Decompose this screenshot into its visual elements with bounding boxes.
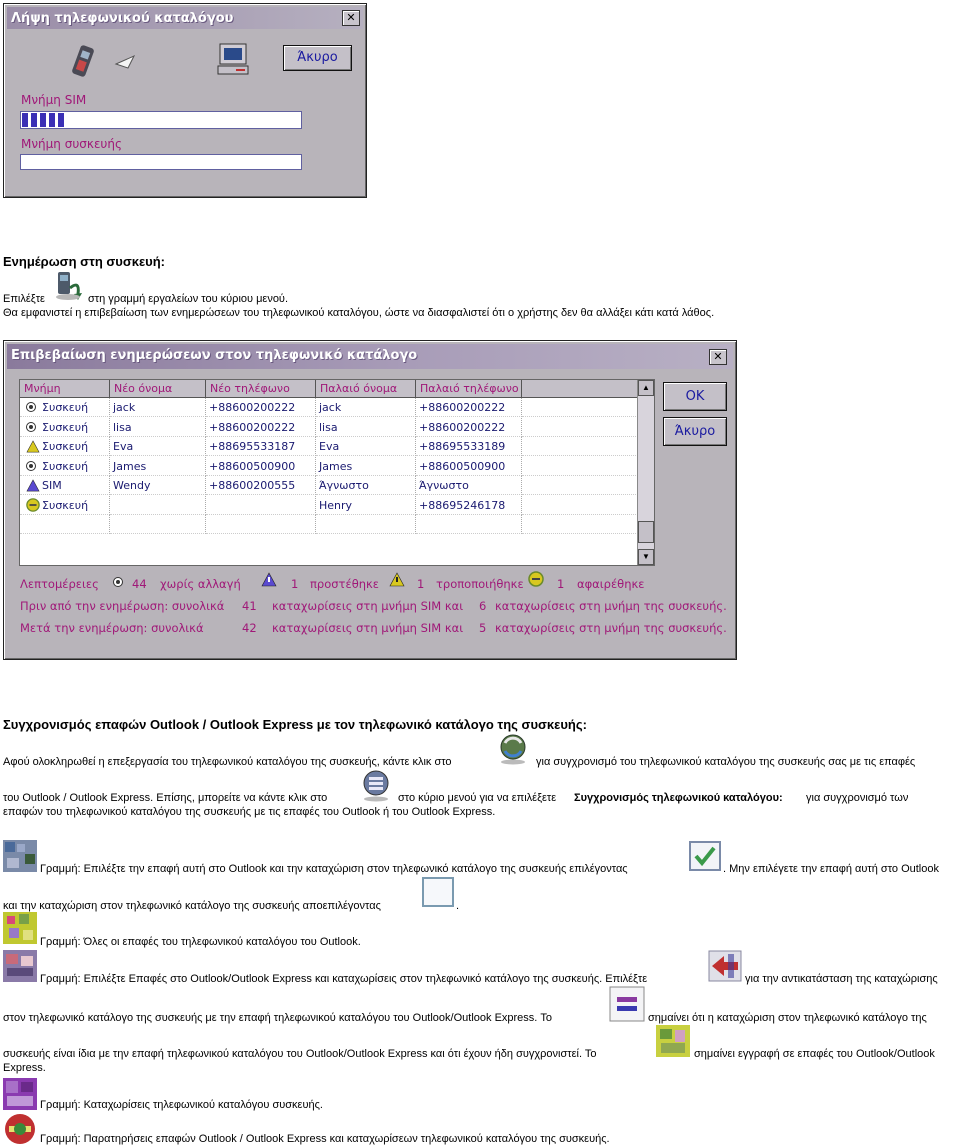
outlook-all-contacts-icon — [3, 912, 37, 944]
table-cell-old-phone: +88695533189 — [416, 437, 522, 456]
item3-text-c: στον τηλεφωνικό κατάλογο της συσκευής με την επαφή τηλεφωνικού καταλόγου του Outlook/Outlook Express. Το — [3, 1012, 553, 1024]
sim-progress-bar — [20, 111, 302, 129]
device-progress-bar — [20, 154, 302, 170]
table-cell-new-name: lisa — [110, 418, 206, 437]
sim-memory-label: Μνήμη SIM — [21, 93, 87, 107]
dialog-titlebar — [7, 344, 733, 369]
unchanged-radio-icon — [26, 402, 36, 412]
sync-p2-bold: Συγχρονισμός τηλεφωνικού καταλόγου: — [574, 792, 783, 804]
update-line1-before: Επιλέξτε — [3, 293, 45, 305]
equal-sign-icon — [609, 986, 645, 1022]
table-cell-empty — [416, 515, 522, 534]
unchanged-radio-icon — [26, 461, 36, 471]
scroll-thumb[interactable] — [638, 521, 654, 543]
new-record-icon — [655, 1024, 691, 1058]
item5-text: Γραμμή: Παρατηρήσεις επαφών Outlook / Outlook Express και καταχωρίσεων τηλεφωνικού καταλόγου της συσκευής. — [40, 1133, 610, 1145]
unchecked-checkbox-icon[interactable] — [421, 876, 455, 908]
table-cell-old-name: James — [316, 457, 416, 476]
item3-text-f: σημαίνει εγγραφή σε επαφές του Outlook/Outlook — [694, 1048, 935, 1060]
item3-text-e: συσκευής είναι ίδια με την επαφή τηλεφωνικού καταλόγου του Outlook/Outlook Express και ότι έχουν ήδη συγχρονιστεί. Το — [3, 1048, 597, 1060]
item1-text-a: Γραμμή: Επιλέξτε την επαφή αυτή στο Outlook και την καταχώριση στον τηλεφωνικό κατάλογο της συσκευής επιλέγοντας — [40, 863, 628, 875]
cell-memory: Συσκευή — [42, 420, 89, 434]
table-cell-empty — [522, 515, 638, 534]
device-memory-label: Μνήμη συσκευής — [21, 137, 123, 151]
table-cell-new-name: jack — [110, 398, 206, 417]
progress-block — [31, 113, 37, 127]
update-line1-after: στη γραμμή εργαλείων του κύριου μενού. — [88, 293, 289, 305]
replace-arrow-icon[interactable] — [708, 950, 742, 982]
table-cell-new-name: Wendy — [110, 476, 206, 495]
table-cell-new-name — [110, 496, 206, 515]
mobile-phone-icon — [66, 42, 100, 80]
column-header-old-phone[interactable]: Παλαιό τηλέφωνο — [416, 380, 522, 398]
table-cell-old-name: lisa — [316, 418, 416, 437]
table-cell-old-phone: Άγνωστο — [416, 476, 522, 495]
table-cell-empty — [206, 515, 316, 534]
phonebook-sync-menu-icon[interactable] — [360, 768, 392, 802]
column-header-empty — [522, 380, 638, 398]
dialog-title: Λήψη τηλεφωνικού καταλόγου — [11, 11, 234, 26]
scroll-down-arrow[interactable]: ▼ — [638, 549, 654, 565]
table-cell-new-name: James — [110, 457, 206, 476]
modified-count: 1 — [417, 577, 425, 591]
table-cell-old-name: Άγνωστο — [316, 476, 416, 495]
table-cell-memory — [20, 476, 110, 495]
ok-button[interactable]: OK — [663, 382, 727, 411]
deleted-circle-icon — [528, 571, 544, 587]
table-cell-empty — [522, 457, 638, 476]
item3-text-g: Express. — [3, 1062, 46, 1074]
outlook-contact-row-icon — [3, 840, 37, 872]
close-button[interactable]: ✕ — [709, 349, 727, 365]
dialog-title: Επιβεβαίωση ενημερώσεων στον τηλεφωνικό κατάλογο — [11, 348, 418, 363]
unchanged-radio-icon — [113, 577, 123, 587]
sync-p3: επαφών του τηλεφωνικού καταλόγου της συσκευής με τις επαφές του Outlook ή του Outlook Express. — [3, 806, 496, 818]
close-button[interactable]: ✕ — [342, 10, 360, 26]
checked-checkbox-icon[interactable] — [688, 840, 722, 872]
item1-text-c: και την καταχώριση στον τηλεφωνικό κατάλογο της συσκευής αποεπιλέγοντας — [3, 900, 381, 912]
table-cell-empty — [316, 515, 416, 534]
details-label: Λεπτομέρειες — [20, 577, 99, 591]
table-cell-memory — [20, 457, 110, 476]
update-device-toolbar-icon[interactable] — [52, 268, 86, 302]
sync-p2-after: για συγχρονισμό των — [806, 792, 909, 804]
cell-memory: Συσκευή — [42, 401, 89, 414]
table-cell-old-phone: +88695246178 — [416, 496, 522, 515]
before-update-label: Πριν από την ενημέρωση: συνολικά — [20, 599, 225, 613]
sync-p2-before: του Outlook / Outlook Express. Επίσης, μπορείτε να κάντε κλικ στο — [3, 792, 328, 804]
table-cell-empty — [110, 515, 206, 534]
table-cell-new-phone: +88600200222 — [206, 418, 316, 437]
sync-heading: Συγχρονισμός επαφών Outlook / Outlook Express με τον τηλεφωνικό κατάλογο της συσκευής: — [3, 717, 587, 732]
update-heading: Ενημέρωση στη συσκευή: — [3, 254, 165, 269]
table-cell-empty — [522, 437, 638, 456]
table-cell-memory — [20, 418, 110, 437]
remarks-row-icon — [3, 1112, 37, 1146]
sync-p1-before: Αφού ολοκληρωθεί η επεξεργασία του τηλεφωνικού καταλόγου της συσκευής, κάντε κλικ στο — [3, 756, 452, 768]
deleted-count: 1 — [557, 577, 565, 591]
scroll-up-arrow[interactable]: ▲ — [638, 380, 654, 396]
sync-toolbar-icon[interactable] — [497, 731, 529, 765]
progress-block — [49, 113, 55, 127]
deleted-text: αφαιρέθηκε — [577, 577, 645, 591]
vertical-scrollbar[interactable] — [637, 380, 654, 565]
sync-p1-after: για συγχρονισμό του τηλεφωνικού καταλόγου της συσκευής σας με τις επαφές — [536, 756, 916, 768]
after-device-count: 5 — [479, 621, 487, 635]
cell-memory: SIM — [42, 479, 62, 492]
modified-text: τροποποιήθηκε — [436, 577, 524, 591]
table-cell-old-name: jack — [316, 398, 416, 417]
after-device-text: καταχωρίσεις στη μνήμη της συσκευής. — [495, 621, 727, 635]
before-sim-text: καταχωρίσεις στη μνήμη SIM και — [272, 599, 464, 613]
table-cell-empty — [522, 418, 638, 437]
column-header-new-phone[interactable]: Νέο τηλέφωνο — [206, 380, 316, 398]
table-cell-new-phone: +88600200222 — [206, 398, 316, 417]
table-cell-empty — [20, 515, 110, 534]
added-count: 1 — [291, 577, 299, 591]
column-header-new-name[interactable]: Νέο όνομα — [110, 380, 206, 398]
device-entries-row-icon — [3, 1078, 37, 1110]
added-triangle-icon — [261, 572, 277, 587]
progress-block — [58, 113, 64, 127]
item1-text-b: . Μην επιλέγετε την επαφή αυτή στο Outlook — [723, 863, 939, 875]
item1-text-d: . — [456, 900, 460, 912]
table-cell-old-phone: +88600200222 — [416, 418, 522, 437]
cell-memory: Συσκευή — [42, 440, 89, 453]
table-cell-memory — [20, 496, 110, 515]
unchanged-radio-icon — [26, 422, 36, 432]
table-cell-new-phone — [206, 496, 316, 515]
table-cell-old-name: Eva — [316, 437, 416, 456]
table-cell-new-phone: +88600200555 — [206, 476, 316, 495]
unchanged-count: 44 — [132, 577, 147, 591]
table-cell-new-phone: +88600500900 — [206, 457, 316, 476]
computer-icon — [216, 42, 252, 78]
item3-text-b: για την αντικατάσταση της καταχώρισης — [745, 973, 938, 985]
item3-text-d: σημαίνει ότι η καταχώριση στον τηλεφωνικό κατάλογο της — [648, 1012, 927, 1024]
sim-progress-fill — [22, 113, 72, 127]
table-cell-memory — [20, 398, 110, 417]
table-cell-old-phone: +88600500900 — [416, 457, 522, 476]
column-header-old-name[interactable]: Παλαιό όνομα — [316, 380, 416, 398]
after-sim-count: 42 — [242, 621, 257, 635]
column-header-memory[interactable]: Μνήμη — [20, 380, 110, 398]
cell-memory: Συσκευή — [42, 459, 89, 473]
before-sim-count: 41 — [242, 599, 257, 613]
update-line2: Θα εμφανιστεί η επιβεβαίωση των ενημερώσεων του τηλεφωνικού καταλόγου, ώστε να διασφαλιστεί ότι ο χρήστης δεν θα αλλάξει κάτι κατά λάθος. — [3, 307, 715, 319]
progress-block — [40, 113, 46, 127]
sync-p2-mid: στο κύριο μενού για να επιλέξετε — [398, 792, 557, 804]
table-cell-memory — [20, 437, 110, 456]
transfer-paper-icon — [114, 54, 136, 70]
after-update-label: Μετά την ενημέρωση: συνολικά — [20, 621, 204, 635]
table-cell-empty — [522, 496, 638, 515]
cancel-button[interactable]: Άκυρο — [663, 417, 727, 446]
receive-phonebook-dialog — [3, 3, 367, 198]
table-cell-old-name: Henry — [316, 496, 416, 515]
cancel-button[interactable]: Άκυρο — [283, 45, 352, 71]
item4-text: Γραμμή: Καταχωρίσεις τηλεφωνικού καταλόγου συσκευής. — [40, 1099, 323, 1111]
progress-block — [22, 113, 28, 127]
dialog-titlebar — [7, 7, 363, 29]
table-cell-new-phone: +88695533187 — [206, 437, 316, 456]
confirm-updates-dialog — [3, 340, 737, 660]
before-device-text: καταχωρίσεις στη μνήμη της συσκευής. — [495, 599, 727, 613]
modified-triangle-icon — [389, 572, 405, 587]
cell-memory: Συσκευή — [42, 498, 89, 512]
unchanged-text: χωρίς αλλαγή — [160, 577, 241, 591]
table-cell-empty — [522, 476, 638, 495]
table-cell-empty — [522, 398, 638, 417]
item2-text: Γραμμή: Όλες οι επαφές του τηλεφωνικού καταλόγου του Outlook. — [40, 936, 361, 948]
item3-text-a: Γραμμή: Επιλέξτε Επαφές στο Outlook/Outlook Express και καταχωρίσεις στον τηλεφωνικό κατάλογο της συσκευής. Επιλέξτε — [40, 973, 648, 985]
updates-table — [19, 379, 655, 566]
table-cell-old-phone: +88600200222 — [416, 398, 522, 417]
contacts-entries-row-icon — [3, 950, 37, 982]
added-text: προστέθηκε — [310, 577, 380, 591]
before-device-count: 6 — [479, 599, 487, 613]
table-cell-new-name: Eva — [110, 437, 206, 456]
after-sim-text: καταχωρίσεις στη μνήμη SIM και — [272, 621, 464, 635]
